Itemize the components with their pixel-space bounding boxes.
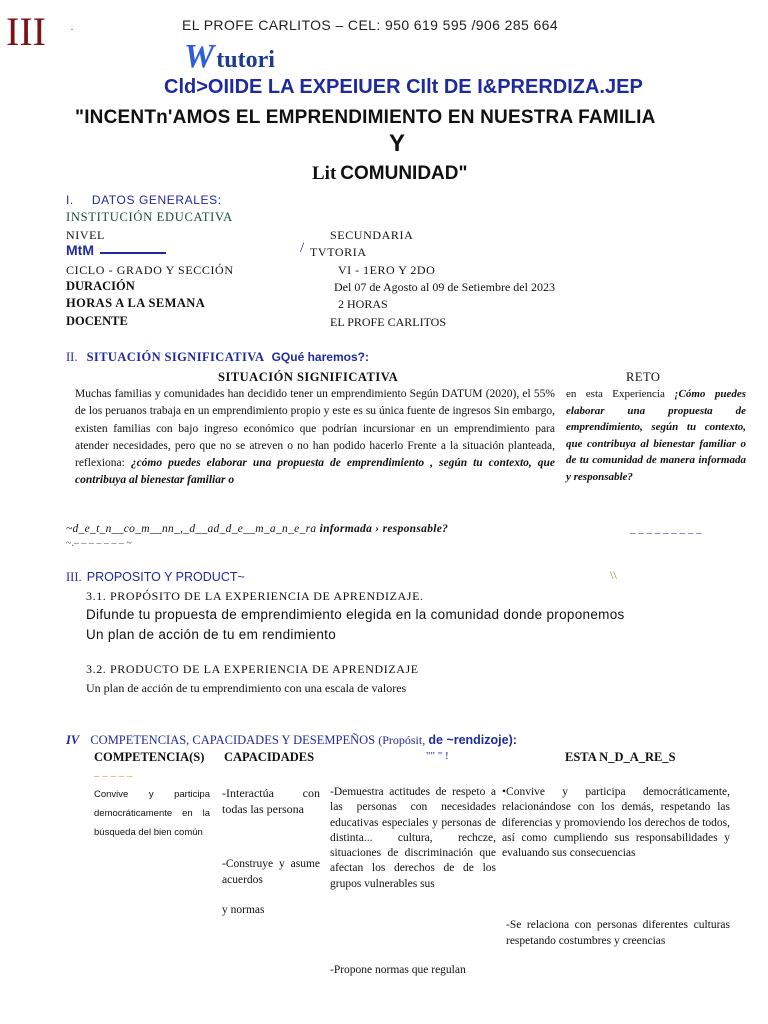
section-situacion-heading — [66, 350, 369, 365]
horas-label: HORAS A LA SEMANA — [66, 296, 206, 310]
contact-line: EL PROFE CARLITOS – CEL: 950 619 595 /906 285 664 — [182, 17, 559, 33]
reto-column-title: RETO — [626, 370, 661, 384]
competencia-cell: Convive y participa democráticamente en la búsqueda del bien común — [94, 789, 210, 838]
main-title-line1: "INCENTn'AMOS EL EMPRENDIMIENTO EN NUESTRA FAMILIA — [75, 107, 656, 128]
section-datos-heading — [66, 193, 222, 207]
capacidad-1: -Interactúa con todas las persona — [222, 786, 320, 816]
situacion-question: ¿cómo puedes elaborar una propuesta de emprendimiento , según tu contexto, que contribuya al bienestar familiar o — [75, 457, 556, 487]
section-title: SITUACIÓN SIGNIFICATIVA — [86, 350, 265, 364]
estandar-1: •Convive y participa democráticamente, relacionándose con los demás, respetando las diferencias y promoviendo los derechos de todos, así como cumpliendo sus responsabilidades y evaluando sus consecuencias — [502, 786, 730, 860]
col-marks: "" " ! — [426, 750, 449, 762]
roman-dot: · — [70, 22, 74, 36]
estandar-2: -Se relaciona con personas diferentes culturas respetando costumbres y creencias — [506, 919, 730, 947]
main-title-line2: Y — [389, 130, 406, 157]
section-number: III. — [66, 570, 82, 584]
duracion-label: DURACIÓN — [66, 279, 135, 293]
section-question: GQué haremos?: — [271, 350, 369, 364]
desempeno-2: -Propone normas que regulan — [330, 964, 466, 976]
experience-title: Cld>OIIDE LA EXPEIUER CIlt DE I&PRERDIZA.JEP — [164, 76, 643, 98]
area-underline — [100, 252, 166, 254]
proposito-text-1: Difunde tu propuesta de emprendimiento elegida en la comunidad donde proponemos — [86, 607, 625, 622]
nivel-label: NIVEL — [66, 228, 105, 242]
section-title: DATOS GENERALES: — [91, 193, 222, 207]
proposito-marks: \\ — [610, 568, 617, 582]
situacion-body: Muchas familias y comunidades han decidido tener un emprendimiento Según DATUM (2020), el 55% de los peruanos trabaja en un emprendimiento propio y este es su única fuente de ingresos Sin embargo, existen familias con bajo ingreso económico que podrían incursionar en un emprendimiento para atender necesidades, pero que no se atreven o no han podido hacerlo Frente a la situación planteada, reflexiona: ¿cómo puedes elaborar una propuesta de emprendimiento , según tu contexto, que contribuya al bienestar familiar o — [75, 388, 556, 487]
main-title-line3 — [312, 163, 468, 185]
duracion-value: Del 07 de Agosto al 09 de Setiembre del 2023 — [334, 280, 555, 294]
area-label: MtM — [66, 242, 94, 258]
title-comunidad: COMUNIDAD" — [340, 163, 468, 184]
reto-dashes: – – – – – – – – – — [630, 527, 702, 539]
logo-text: tutori — [216, 47, 275, 73]
situacion-garbled-line — [66, 523, 448, 535]
reto-text: en esta Experiencia — [566, 388, 665, 400]
area-slash: / — [300, 240, 305, 256]
proposito-text-2: Un plan de acción de tu em rendimiento — [86, 627, 337, 642]
section-paren: (Propósit, — [378, 733, 426, 747]
situacion-question-end: informada › responsable? — [319, 523, 449, 535]
area-value: TVTORIA — [310, 245, 367, 259]
logo-w-icon: W — [184, 38, 209, 75]
garbled-text: ~d_e_t_n__co_m__nn_,_d__ad_d_e__m_a_n_e_ra — [66, 523, 317, 535]
tutori-logo — [184, 38, 275, 75]
col-capacidades-header: CAPACIDADES — [224, 750, 315, 764]
section-title: COMPETENCIAS, CAPACIDADES Y DESEMPEÑOS — [90, 733, 376, 747]
producto-subheading: 3.2. PRODUCTO DE LA EXPERIENCIA DE APRENDIZAJE — [86, 662, 419, 676]
reto-question: ¡Cómo puedes elaborar una propuesta de emprendimiento, según tu contexto, que contribuya al bienestar familiar o de tu comunidad de manera informada y responsable? — [566, 388, 746, 483]
capacidad-2: -Construye y asume acuerdos — [222, 858, 320, 886]
docente-label: DOCENTE — [66, 314, 128, 328]
section-number: II. — [66, 350, 78, 364]
roman-numeral-mark: III — [6, 9, 46, 54]
situacion-column-title: SITUACIÓN SIGNIFICATIVA — [218, 370, 399, 384]
title-lit: Lit — [312, 163, 337, 184]
section-bold-tail: de ~rendizoje): — [428, 733, 517, 747]
situacion-text: Muchas familias y comunidades han decidido tener un emprendimiento Según DATUM (2020), el 55% de los peruanos trabaja en un emprendimiento propio y este es su única fuente de ingresos Sin embargo, existen familias con bajo ingreso económico que podrían incursionar en un emprendimiento para atender necesidades, pero que no se atreven o no han podido hacerlo Frente a la situación planteada, reflexiona — [75, 388, 555, 470]
docente-value: EL PROFE CARLITOS — [330, 315, 447, 329]
ciclo-value: VI - 1ERO Y 2DO — [338, 263, 436, 277]
section-competencias-heading — [66, 733, 517, 748]
capacidad-3: y normas — [222, 904, 265, 916]
section-title: PROPOSITO Y PRODUCT~ — [86, 570, 245, 584]
nivel-value: SECUNDARIA — [330, 228, 414, 242]
ciclo-label: CICLO - GRADO Y SECCIÓN — [66, 263, 234, 277]
section-proposito-heading — [66, 570, 245, 585]
reto-body — [566, 386, 746, 485]
horas-value: 2 HORAS — [338, 297, 388, 311]
header-underline-marks: _ _ _ _ _ — [94, 766, 133, 778]
col-competencia-header: COMPETENCIA(S) — [94, 750, 205, 764]
institucion-label: INSTITUCIÓN EDUCATIVA — [66, 210, 233, 224]
desempeno-1: -Demuestra actitudes de respeto a las personas con necesidades educativas especiales y personas de distinta... cultura, rechcze, situaciones de discriminación que afectan los derechos de de los grupos vulnerables sus — [330, 786, 496, 890]
section-number: I. — [66, 193, 74, 207]
situacion-dashes: ~.– – – – – – – ~ — [66, 538, 132, 549]
col-estandares-header: ESTA N_D_A_RE_S — [565, 750, 676, 764]
section-number: IV — [66, 733, 80, 747]
producto-text: Un plan de acción de tu emprendimiento con una escala de valores — [86, 681, 407, 695]
proposito-subheading: 3.1. PROPÓSITO DE LA EXPERIENCIA DE APRENDIZAJE. — [86, 589, 424, 603]
